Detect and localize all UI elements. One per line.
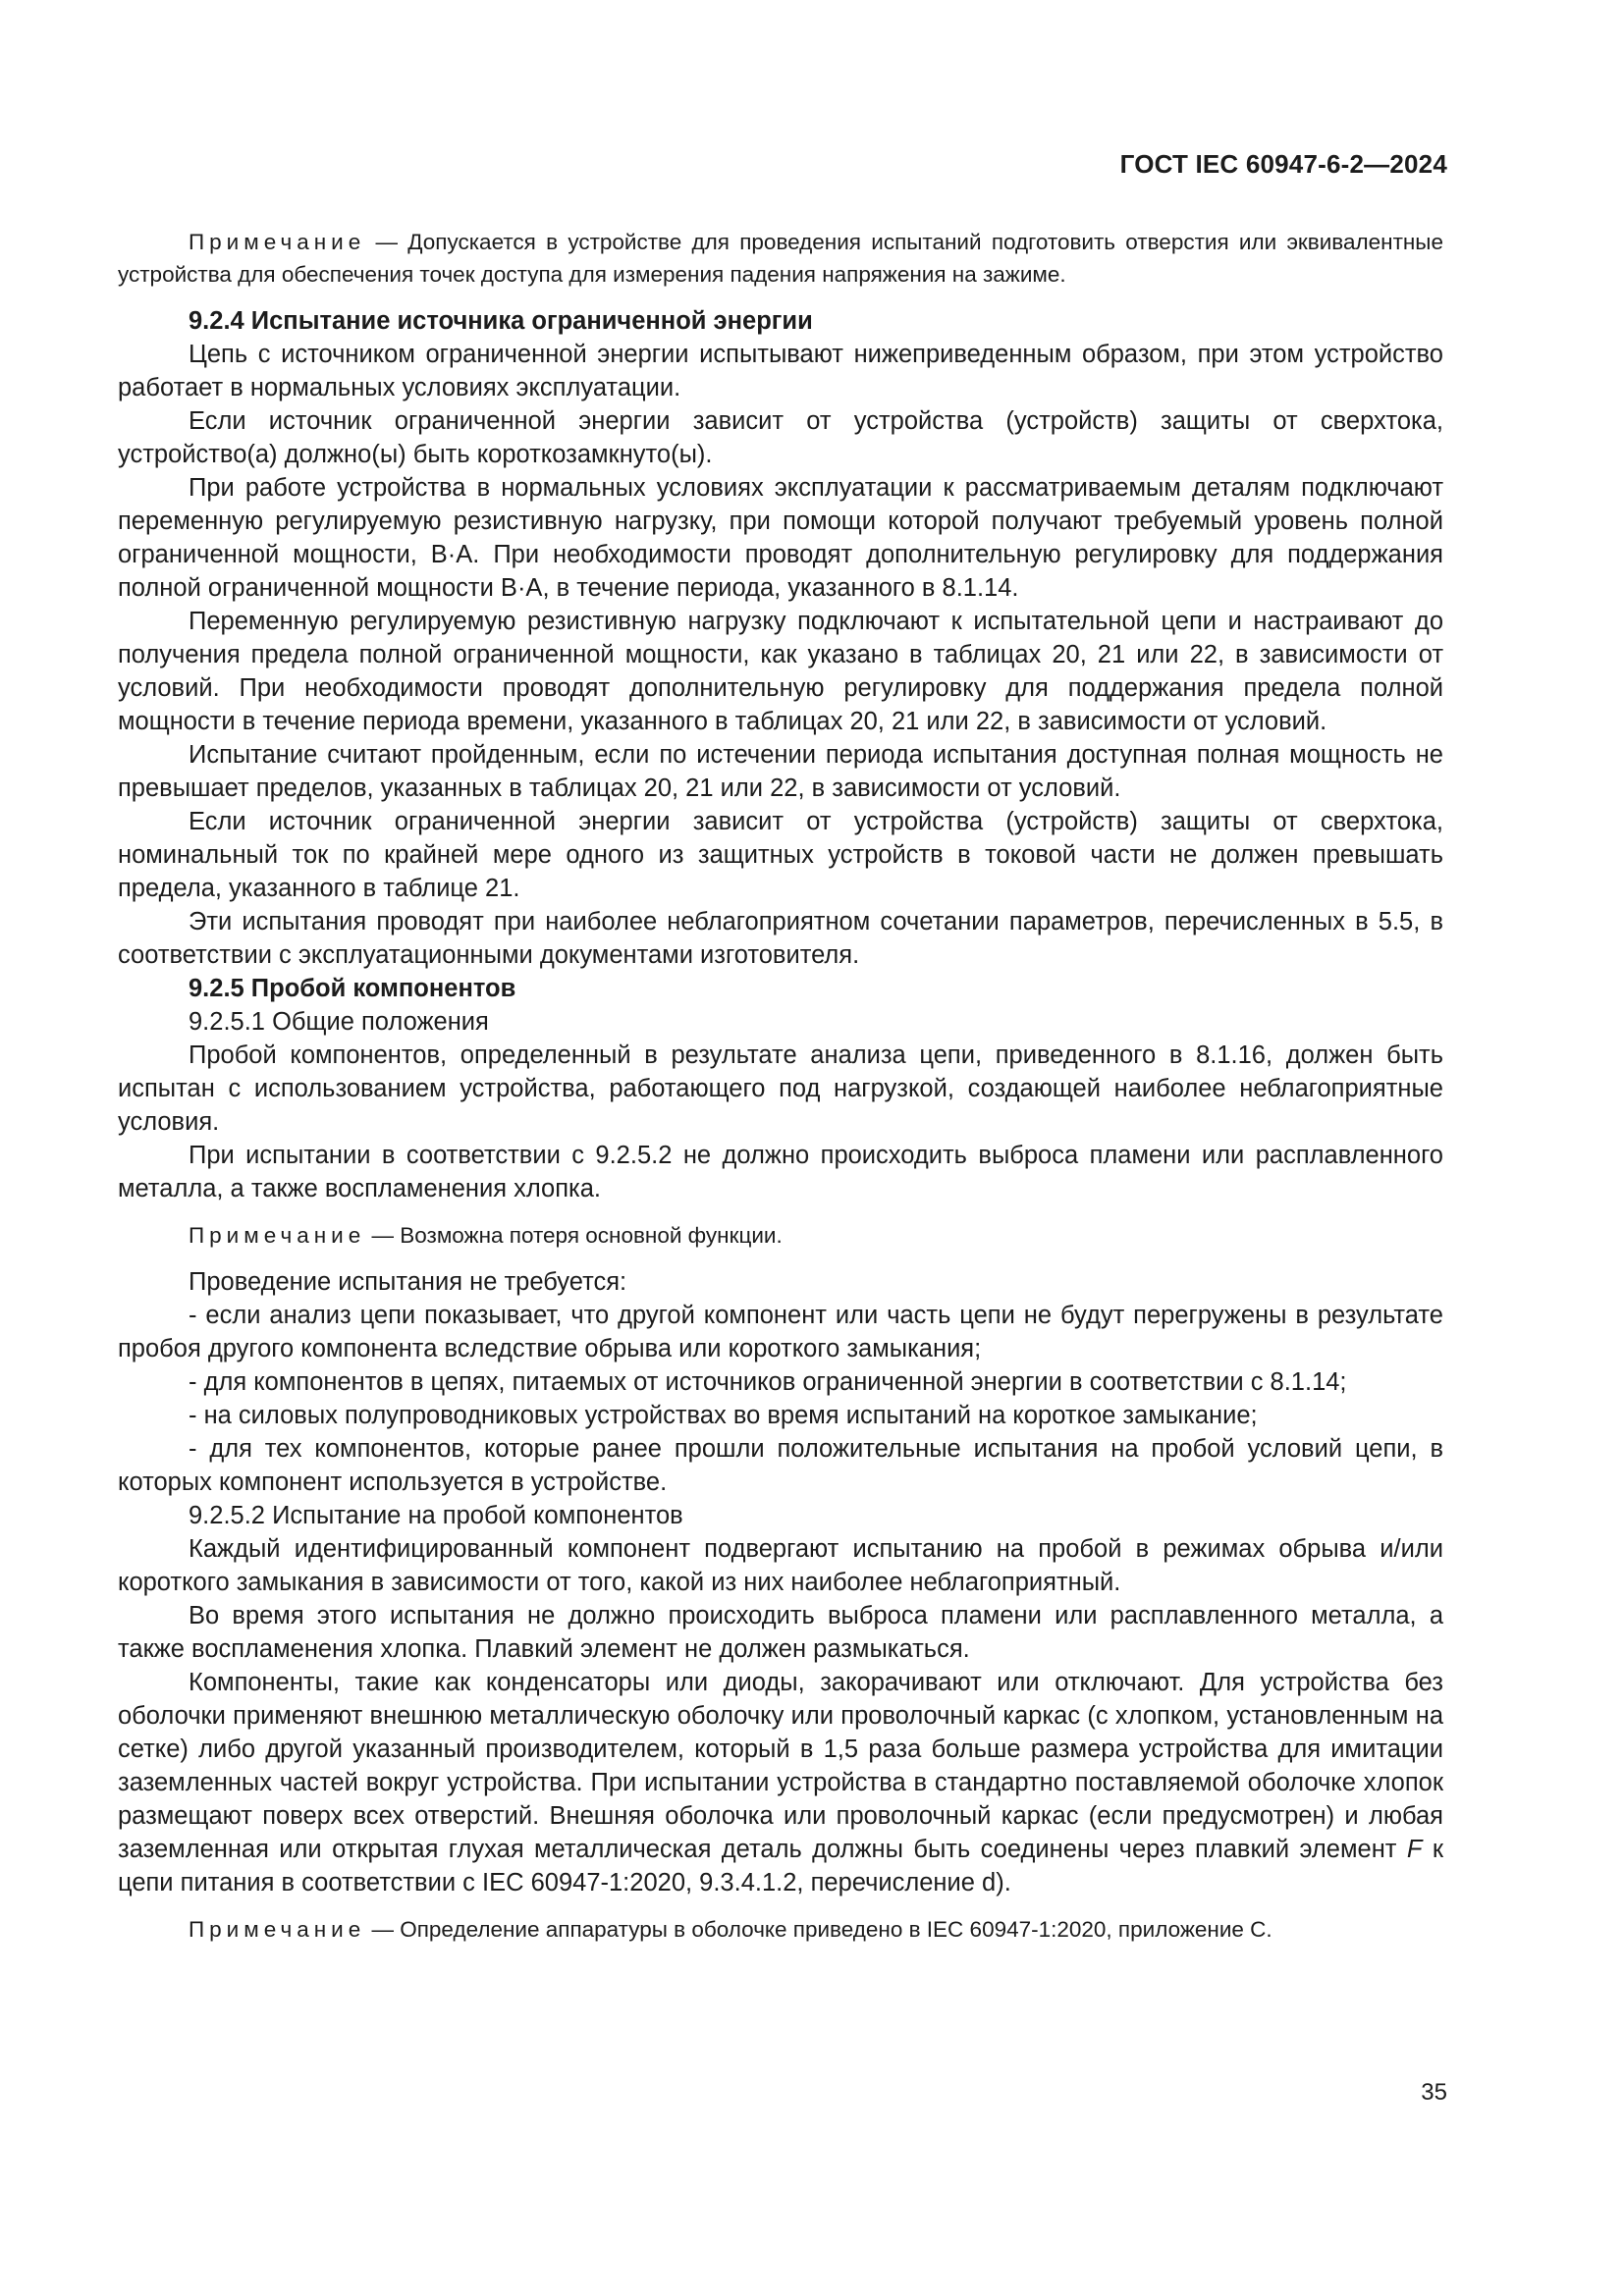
body-paragraph: Если источник ограниченной энергии зависит от устройства (устройств) защиты от сверхтока, устройство(а) должно(ы) быть короткозамкнуто(ы). (118, 407, 1443, 468)
section-heading-9-2-4: 9.2.4 Испытание источника ограниченной энергии (189, 307, 813, 335)
body-paragraph: Цепь с источником ограниченной энергии испытывают нижеприведенным образом, при этом устройство работает в нормальных условиях эксплуатации. (118, 341, 1443, 401)
body-paragraph: Переменную регулируемую резистивную нагрузку подключают к испытательной цепи и настраивают до получения предела полной ограниченной мощности, как указано в таблицах 20, 21 или 22, в зависимости от условий. При необходимости проводят дополнительную регулировку для поддержания предела полной мощности в течение периода времени, указанного в таблицах 20, 21 или 22, в зависимости от условий. (118, 608, 1443, 735)
note-label: Примечание (189, 1917, 366, 1942)
body-paragraph: При работе устройства в нормальных условиях эксплуатации к рассматриваемым деталям подключают переменную регулируемую резистивную нагрузку, при помощи которой получают требуемый уровень полной ограниченной мощности, В·А. При необходимости проводят дополнительную регулировку для поддержания полной ограниченной мощности В·А, в течение периода, указанного в 8.1.14. (118, 474, 1443, 602)
page-number: 35 (1421, 2079, 1447, 2106)
note-text: — Допускается в устройстве для проведения испытаний подготовить отверстия или эквивалентные устройства для обеспечения точек доступа для измерения падения напряжения на зажиме. (118, 230, 1443, 287)
fuse-element-symbol: F (1406, 1836, 1423, 1863)
section-heading-9-2-5: 9.2.5 Пробой компонентов (189, 975, 516, 1002)
body-paragraph: При испытании в соответствии с 9.2.5.2 не должно происходить выброса пламени или расплавленного металла, а также воспламенения хлопка. (118, 1142, 1443, 1202)
body-paragraph: Эти испытания проводят при наиболее неблагоприятном сочетании параметров, перечисленных в 5.5, в соответствии с эксплуатационными документами изготовителя. (118, 908, 1443, 969)
list-item: - для компонентов в цепях, питаемых от источников ограниченной энергии в соответствии с 8.1.14; (189, 1368, 1347, 1396)
paragraph-text: Компоненты, такие как конденсаторы или диоды, закорачивают или отключают. Для устройства без оболочки применяют внешнюю металлическую оболочку или проволочный каркас (с хлопком, установленным на сетке) либо другой указанный производителем, который в 1,5 раза больше размера устройства для имитации заземленных частей вокруг устройства. При испытании устройства в стандартно поставляемой оболочке хлопок размещают поверх всех отверстий. Внешняя оболочка или проволочный каркас (если предусмотрен) и любая заземленная или открытая глухая металлическая деталь должны быть соединены через плавкий элемент (118, 1669, 1443, 1863)
note-label: Примечание (189, 1223, 366, 1248)
body-paragraph (118, 1666, 1443, 1899)
page-content (118, 226, 1443, 1946)
body-paragraph: Пробой компонентов, определенный в результате анализа цепи, приведенного в 8.1.16, должен быть испытан с использованием устройства, работающего под нагрузкой, создающей наиболее неблагоприятные условия. (118, 1041, 1443, 1136)
body-paragraph: Во время этого испытания не должно происходить выброса пламени или расплавленного металла, а также воспламенения хлопка. Плавкий элемент не должен размыкаться. (118, 1602, 1443, 1663)
body-paragraph: Каждый идентифицированный компонент подвергают испытанию на пробой в режимах обрыва и/или короткого замыкания в зависимости от того, какой из них наиболее неблагоприятный. (118, 1535, 1443, 1596)
subsection-heading-9-2-5-1: 9.2.5.1 Общие положения (189, 1008, 489, 1036)
list-item: - если анализ цепи показывает, что другой компонент или часть цепи не будут перегружены в результате пробоя другого компонента вследствие обрыва или короткого замыкания; (118, 1302, 1443, 1362)
note-paragraph (118, 1913, 1443, 1946)
note-paragraph (118, 1219, 1443, 1252)
note-paragraph (118, 226, 1443, 291)
list-item: - на силовых полупроводниковых устройствах во время испытаний на короткое замыкание; (189, 1402, 1258, 1429)
list-item: - для тех компонентов, которые ранее прошли положительные испытания на пробой условий цепи, в которых компонент используется в устройстве. (118, 1435, 1443, 1496)
note-text: — Определение аппаратуры в оболочке приведено в IEC 60947-1:2020, приложение C. (365, 1917, 1272, 1942)
note-label: Примечание (189, 230, 366, 254)
body-paragraph: Испытание считают пройденным, если по истечении периода испытания доступная полная мощность не превышает пределов, указанных в таблицах 20, 21 или 22, в зависимости от условий. (118, 741, 1443, 802)
body-paragraph: Если источник ограниченной энергии зависит от устройства (устройств) защиты от сверхтока, номинальный ток по крайней мере одного из защитных устройств в токовой части не должен превышать предела, указанного в таблице 21. (118, 808, 1443, 902)
paragraph-text: к цепи питания в соответствии с IEC 60947-1:2020, 9.3.4.1.2, перечисление d). (118, 1836, 1443, 1896)
subsection-heading-9-2-5-2: 9.2.5.2 Испытание на пробой компонентов (189, 1502, 683, 1529)
body-paragraph: Проведение испытания не требуется: (189, 1268, 627, 1296)
note-text: — Возможна потеря основной функции. (365, 1223, 783, 1248)
document-code-header: ГОСТ IEC 60947-6-2—2024 (1119, 149, 1447, 179)
